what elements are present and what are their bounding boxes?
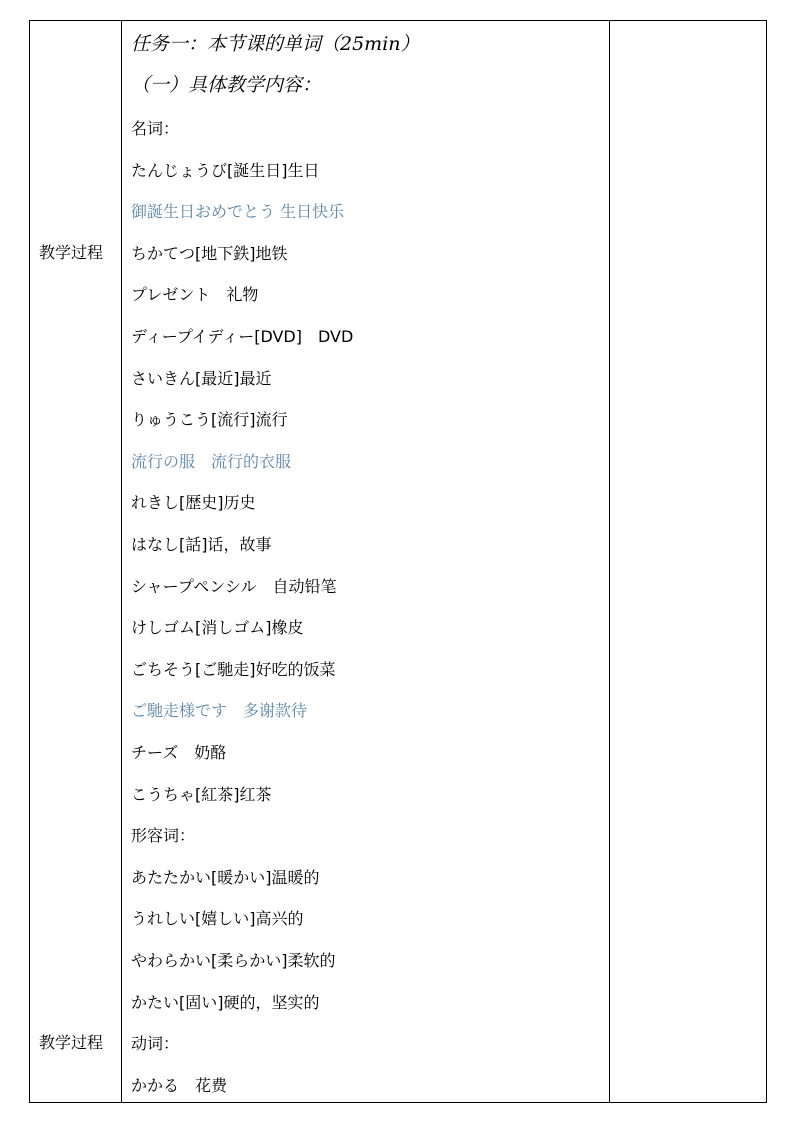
vocabulary-item: はなし[話]话，故事 [131, 535, 272, 554]
vocabulary-item: 形容词： [131, 826, 196, 846]
vocabulary-item: シャープペンシル 自动铅笔 [131, 576, 337, 596]
vocabulary-item: さいきん[最近]最近 [131, 368, 272, 388]
side-label-process-1: 教学过程 [39, 243, 104, 262]
vocabulary-item: ディープイディー[DVD] DVD [131, 327, 354, 346]
vocabulary-item: やわらかい[柔らかい]柔软的 [131, 951, 336, 970]
right-column-divider [609, 21, 610, 1102]
vocabulary-item: あたたかい[暖かい]温暖的 [131, 867, 320, 887]
vocabulary-item: ごちそう[ご馳走]好吃的饭菜 [131, 659, 336, 679]
lesson-table [29, 20, 767, 1103]
section-heading: （一）具体教学内容： [131, 74, 322, 96]
example-phrase: 流行の服 流行的衣服 [131, 451, 292, 471]
vocabulary-item: 名词： [131, 119, 180, 138]
vocabulary-item: たんじょうび[誕生日]生日 [131, 160, 320, 180]
vocabulary-item: ちかてつ[地下鉄]地铁 [131, 243, 288, 263]
vocabulary-item: けしゴム[消しゴム]橡皮 [131, 618, 304, 638]
vocabulary-item: 动词： [131, 1034, 180, 1054]
example-phrase: 御誕生日おめでとう 生日快乐 [131, 202, 345, 222]
vocabulary-item: こうちゃ[紅茶]红茶 [131, 784, 272, 804]
vocabulary-item: かかる 花费 [131, 1075, 228, 1095]
left-column [30, 21, 122, 1102]
vocabulary-item: プレゼント 礼物 [131, 285, 259, 305]
vocabulary-item: りゅうこう[流行]流行 [131, 410, 288, 430]
vocabulary-item: かたい[固い]硬的，坚实的 [131, 992, 320, 1012]
task-heading: 任务一：本节课的单词（25min） [131, 33, 420, 55]
vocabulary-item: れきし[歴史]历史 [131, 493, 256, 513]
vocabulary-item: チーズ 奶酪 [131, 743, 227, 762]
example-phrase: ご馳走様です 多谢款待 [131, 701, 308, 721]
side-label-process-2: 教学过程 [39, 1033, 104, 1052]
vocabulary-item: うれしい[嬉しい]高兴的 [131, 909, 304, 929]
